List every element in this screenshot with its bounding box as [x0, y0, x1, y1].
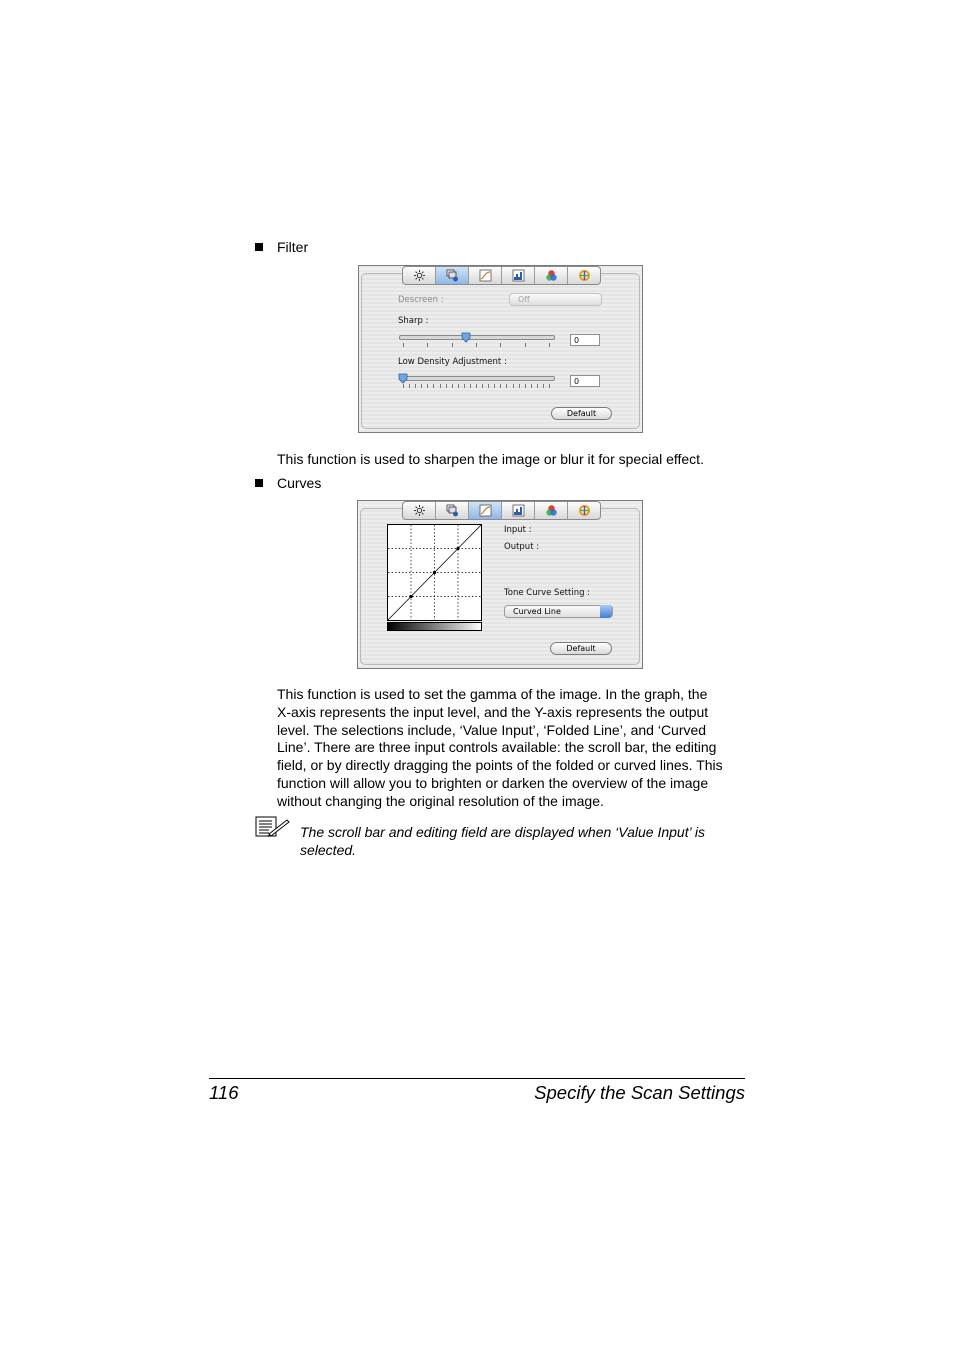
- slider-tick: [476, 343, 477, 347]
- curves-description-line: without changing the original resolution of the image.: [277, 792, 604, 809]
- slider-tick: [531, 384, 532, 388]
- slider-tick: [421, 384, 422, 388]
- descreen-label: Descreen :: [398, 295, 444, 305]
- slider-tick: [500, 343, 501, 347]
- tab-filter[interactable]: [436, 502, 469, 519]
- sharp-slider-track[interactable]: [399, 335, 555, 340]
- curve-point: [456, 547, 459, 550]
- curves-description-line: field, or by directly dragging the points of the folded or curved lines. This: [277, 757, 723, 774]
- slider-tick: [506, 384, 507, 388]
- tab-brightness[interactable]: [403, 267, 436, 284]
- brightness-icon: [413, 269, 426, 282]
- slider-tick: [525, 384, 526, 388]
- low-density-slider-thumb[interactable]: [398, 373, 408, 384]
- slider-tick: [470, 384, 471, 388]
- curves-bullet-item: [255, 475, 321, 491]
- sharp-label: Sharp :: [398, 316, 429, 326]
- filter-icon: [446, 269, 459, 282]
- slider-tick: [452, 343, 453, 347]
- slider-tick: [458, 384, 459, 388]
- slider-tick: [543, 384, 544, 388]
- slider-tick: [403, 384, 404, 388]
- slider-tick: [494, 384, 495, 388]
- bullet-square-icon: [255, 243, 263, 251]
- filter-heading: Filter: [277, 239, 309, 255]
- input-label: Input :: [504, 525, 532, 535]
- tab-color-balance[interactable]: [535, 267, 568, 284]
- color-balance-icon: [545, 269, 558, 282]
- slider-tick: [403, 343, 404, 347]
- slider-tick: [519, 384, 520, 388]
- slider-tick: [549, 343, 550, 347]
- color-wheel-icon: [578, 504, 591, 517]
- descreen-select[interactable]: [509, 293, 602, 306]
- curves-description-line: Line’. There are three input controls available: the scroll bar, the editing: [277, 739, 717, 756]
- filter-toolbar: [402, 266, 601, 285]
- curves-description-line: function will allow you to brighten or darken the overview of the image: [277, 774, 709, 791]
- low-density-slider-track[interactable]: [399, 376, 555, 381]
- tone-curve-graph[interactable]: [387, 524, 483, 632]
- curve-point: [433, 571, 436, 574]
- tab-curves[interactable]: [469, 267, 502, 284]
- tab-color-wheel[interactable]: [568, 267, 600, 284]
- footer-title: Specify the Scan Settings: [534, 1082, 745, 1103]
- select-arrows-icon: [589, 293, 601, 306]
- slider-tick: [488, 384, 489, 388]
- slider-tick: [513, 384, 514, 388]
- filter-icon: [446, 504, 459, 517]
- descreen-value: Off: [518, 295, 530, 304]
- tab-curves[interactable]: [469, 502, 502, 519]
- filter-default-button[interactable]: Default: [551, 407, 612, 420]
- color-balance-icon: [545, 504, 558, 517]
- curves-dialog: [357, 500, 643, 669]
- slider-tick: [415, 384, 416, 388]
- select-arrows-icon: [600, 605, 612, 618]
- tab-color-wheel[interactable]: [568, 502, 600, 519]
- color-wheel-icon: [578, 269, 591, 282]
- slider-tick: [549, 384, 550, 388]
- slider-tick: [482, 384, 483, 388]
- slider-tick: [446, 384, 447, 388]
- filter-bullet-item: [255, 239, 308, 255]
- filter-description: This function is used to sharpen the image or blur it for special effect.: [277, 451, 704, 467]
- tone-curve-value: Curved Line: [513, 607, 561, 616]
- footer-rule: [209, 1078, 745, 1079]
- sharp-slider-thumb[interactable]: [461, 332, 471, 343]
- tab-histogram[interactable]: [502, 267, 535, 284]
- bullet-square-icon: [255, 479, 263, 487]
- slider-tick: [464, 384, 465, 388]
- curves-description-line: X-axis represents the input level, and the Y-axis represents the output: [277, 703, 709, 720]
- tab-histogram[interactable]: [502, 502, 535, 519]
- note-text-line: selected.: [300, 842, 357, 858]
- note-text: [300, 823, 740, 859]
- curves-icon: [479, 269, 492, 282]
- slider-tick: [427, 384, 428, 388]
- histogram-icon: [512, 269, 525, 282]
- brightness-icon: [413, 504, 426, 517]
- gradient-ramp: [388, 623, 482, 631]
- curves-toolbar: [402, 501, 601, 520]
- curves-description-line: level. The selections include, ‘Value Input’, ‘Folded Line’, and ‘Curved: [277, 721, 707, 738]
- curves-description-line: This function is used to set the gamma of the image. In the graph, the: [277, 686, 708, 702]
- slider-tick: [440, 384, 441, 388]
- slider-tick: [433, 384, 434, 388]
- slider-tick: [525, 343, 526, 347]
- slider-tick: [427, 343, 428, 347]
- page-number: 116: [209, 1082, 239, 1103]
- slider-tick: [537, 384, 538, 388]
- slider-tick: [452, 384, 453, 388]
- note-text-line: The scroll bar and editing field are displayed when ‘Value Input’ is: [300, 824, 705, 840]
- note-pencil-icon: [255, 816, 291, 838]
- sharp-value-field[interactable]: 0: [570, 334, 600, 346]
- slider-tick: [476, 384, 477, 388]
- tab-filter[interactable]: [436, 267, 469, 284]
- slider-tick: [409, 384, 410, 388]
- tab-color-balance[interactable]: [535, 502, 568, 519]
- output-label: Output :: [504, 542, 540, 552]
- low-density-value-field[interactable]: 0: [570, 375, 600, 387]
- slider-tick: [500, 384, 501, 388]
- curves-description: [277, 686, 747, 811]
- low-density-label: Low Density Adjustment :: [398, 357, 507, 367]
- tone-curve-select[interactable]: [504, 605, 613, 618]
- curves-icon: [479, 504, 492, 517]
- curves-default-button[interactable]: Default: [550, 642, 612, 655]
- tone-curve-setting-label: Tone Curve Setting :: [504, 588, 591, 598]
- filter-dialog: [358, 265, 643, 433]
- curve-point: [409, 595, 412, 598]
- curves-heading: Curves: [277, 475, 322, 491]
- histogram-icon: [512, 504, 525, 517]
- tab-brightness[interactable]: [403, 502, 436, 519]
